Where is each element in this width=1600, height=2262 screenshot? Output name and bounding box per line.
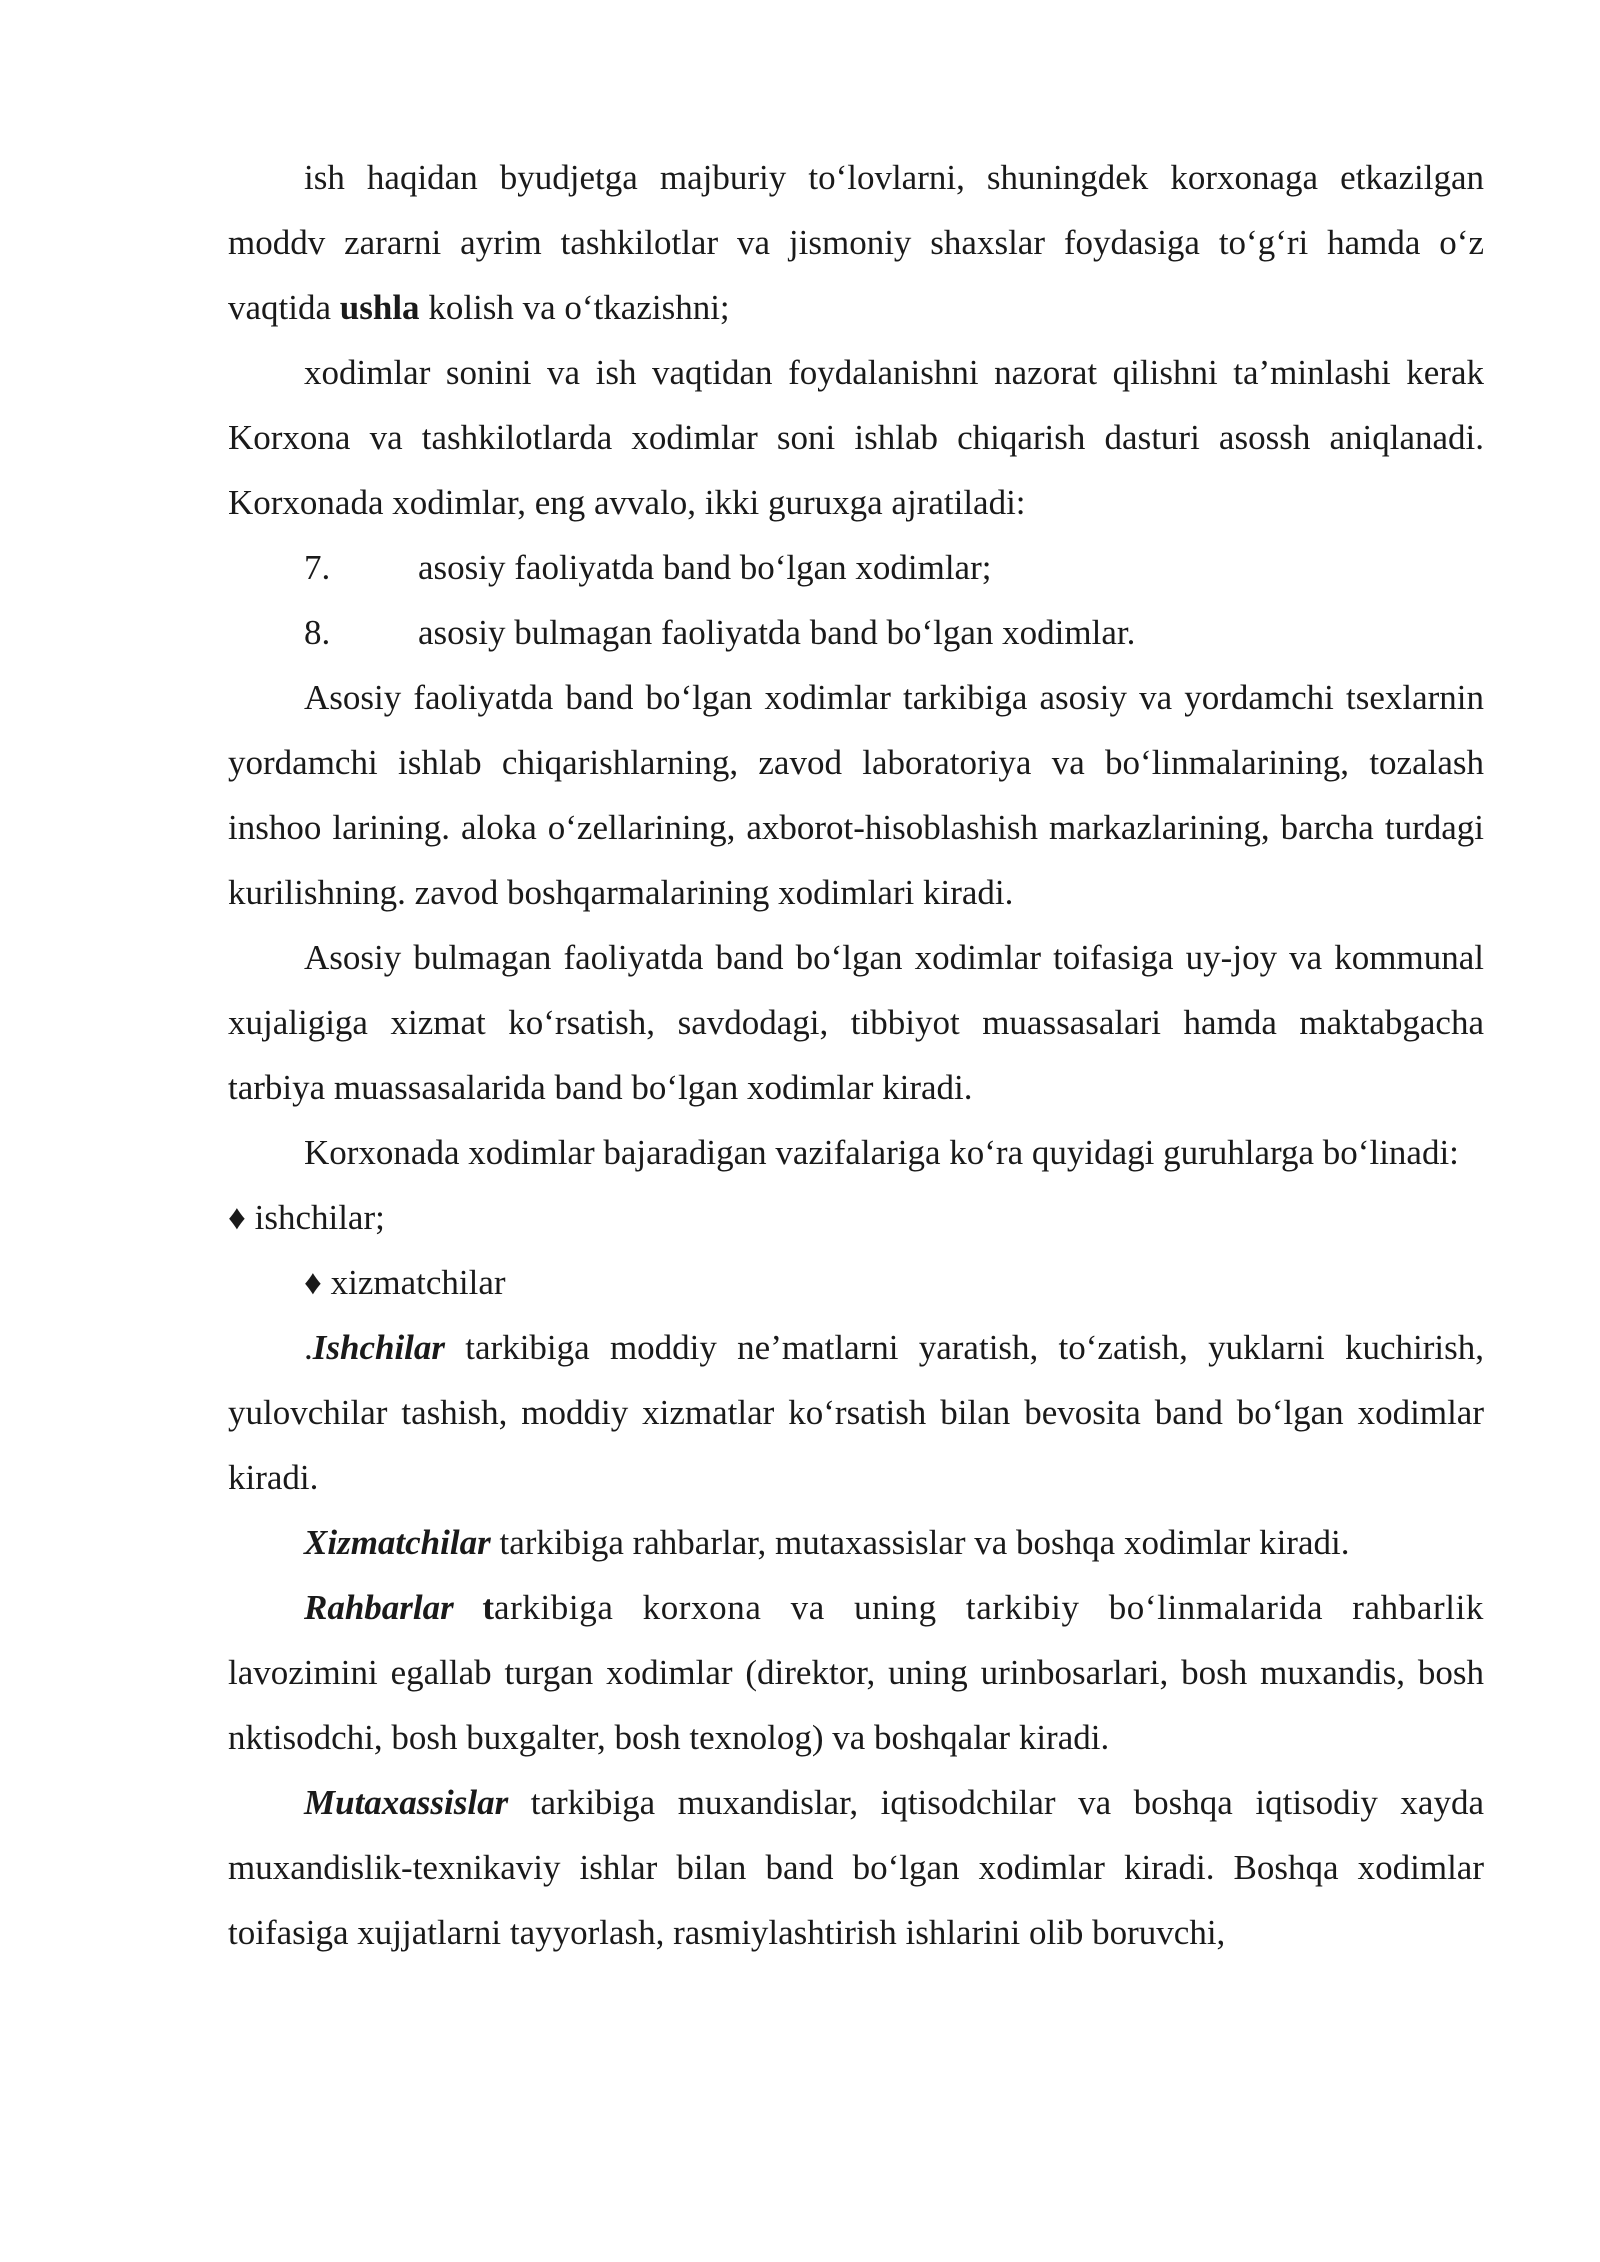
bullet-item-ishchilar — [228, 1185, 1484, 1250]
paragraph-text: ish haqidan byudjetga majburiy to‘lovlarni, shuningdek korxonaga etkazilgan moddv zararni ayrim tashkilotlar va jismoniy shaxslar foydasiga to‘g‘ri hamda o‘z vaqtida — [228, 158, 1484, 327]
bold-word-ushla: ushla — [339, 288, 420, 327]
paragraph-non-main-activity-staff: Asosiy bulmagan faoliyatda band bo‘lgan xodimlar toifasiga uy-joy va kommunal xujaligiga xizmat ko‘rsatish, savdodagi, tibbiyot muassasalari hamda maktabgacha tarbiya muassasalarida band bo‘lgan xodimlar kiradi. — [228, 938, 1484, 1107]
paragraph-ishchilar-definition — [228, 1315, 1484, 1510]
paragraph-text: tarkibiga moddiy ne’matlarni yaratish, to‘zatish, yuklarni kuchirish, yulovchilar tashish, moddiy xizmatlar ko‘rsatish bilan bevosita band bo‘lgan xodimlar kiradi. — [228, 1328, 1484, 1497]
term-xizmatchilar: Xizmatchilar — [304, 1523, 491, 1562]
diamond-bullet-icon: ♦ — [304, 1263, 322, 1302]
term-ishchilar: Ishchilar — [312, 1328, 446, 1367]
bullet-text: xizmatchilar — [330, 1263, 506, 1302]
paragraph-staff-groups: Korxonada xodimlar bajaradigan vazifalariga ko‘ra quyidagi guruhlarga bo‘linadi: — [304, 1133, 1459, 1172]
paragraph-salary-deductions — [228, 145, 1484, 340]
bold-letter: t — [453, 1588, 494, 1627]
paragraph-text: tarkibiga rahbarlar, mutaxassislar va boshqa xodimlar kiradi. — [490, 1523, 1350, 1562]
diamond-bullet-icon: ♦ — [228, 1198, 246, 1237]
list-item — [228, 535, 1484, 600]
list-item-text: asosiy bulmagan faoliyatda band bo‘lgan xodimlar. — [418, 613, 1136, 652]
term-mutaxassislar: Mutaxassislar — [304, 1783, 509, 1822]
bullet-text: ishchilar; — [254, 1198, 385, 1237]
paragraph-mutaxassislar-definition — [228, 1770, 1484, 1965]
paragraph-text: arkibiga korxona va uning tarkibiy bo‘linmalarida rahbarlik — [493, 1588, 1484, 1627]
paragraph-text: kolish va o‘tkazishni; — [419, 288, 730, 327]
paragraph-prefix: . — [304, 1328, 313, 1367]
term-rahbarlar: Rahbarlar — [304, 1588, 454, 1627]
document-body — [228, 145, 1484, 1965]
list-item — [228, 600, 1484, 665]
paragraph-main-activity-staff: Asosiy faoliyatda band bo‘lgan xodimlar tarkibiga asosiy va yordamchi tsexlarnin yordamchi ishlab chiqarishlarning, zavod laboratoriya va bo‘linmalarining, tozalash inshoo larining. aloka o‘zellarining, axborot-hisoblashish markazlarining, barcha turdagi kurilishning. zavod boshqarmalarining xodimlari kiradi. — [228, 678, 1484, 912]
list-number: 8. — [304, 613, 331, 652]
paragraph-xizmatchilar-definition — [228, 1510, 1484, 1575]
paragraph-text: lavozimini egallab turgan xodimlar (direktor, uning urinbosarlari, bosh muxandis, bosh nktisodchi, bosh buxgalter, bosh texnolog) va boshqalar kiradi. — [228, 1653, 1484, 1757]
paragraph-rahbarlar-definition — [228, 1575, 1484, 1770]
paragraph-text: tarkibiga muxandislar, iqtisodchilar va boshqa iqtisodiy xayda muxandislik-texnikaviy ishlar bilan band bo‘lgan xodimlar kiradi. Boshqa xodimlar toifasiga xujjatlarni tayyorlash, rasmiylashtirish ishlarini olib boruvchi, — [228, 1783, 1484, 1952]
list-item-text: asosiy faoliyatda band bo‘lgan xodimlar; — [418, 548, 992, 587]
list-number: 7. — [304, 548, 331, 587]
bullet-item-xizmatchilar — [228, 1250, 1484, 1315]
paragraph-staff-control: xodimlar sonini va ish vaqtidan foydalanishni nazorat qilishni ta’minlashi kerak Korxona va tashkilotlarda xodimlar soni ishlab chiqarish dasturi asossh aniqlanadi. Korxonada xodimlar, eng avvalo, ikki guruxga ajratiladi: — [228, 353, 1484, 522]
